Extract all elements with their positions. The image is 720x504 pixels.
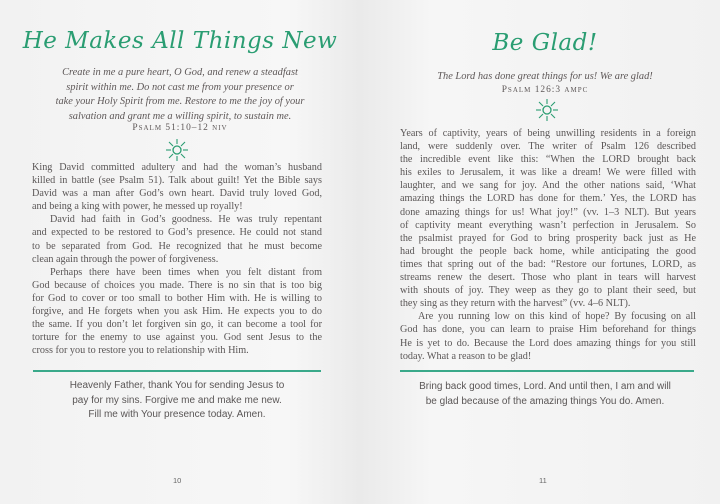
body-line: David was a man after God’s own heart. David truly loved God, [32, 188, 322, 200]
verse-line: Create in me a pure heart, O God, and renew a steadfast [62, 67, 298, 78]
body-line: God because of choices you made. There is no sin that is too big [32, 279, 322, 291]
body-line: David had faith in God’s goodness. He was truly repentant [50, 214, 322, 226]
verse-line: spirit within me. Do not cast me from your presence or [66, 81, 294, 93]
scripture-verse [30, 66, 330, 124]
scripture-reference: Psalm 51:10–12 niv [132, 123, 228, 133]
devotion-body [32, 161, 322, 357]
body-line: and being a king with power, he messed up royally! [32, 201, 243, 213]
body-line: the same. If you don’t let forgiven sin go, it can become a tool for [32, 319, 322, 331]
body-line: of captivity meant everything wasn’t perfection in Jerusalem. So [400, 219, 696, 231]
body-line: Years of captivity, years of being unwilling residents in a foreign [400, 128, 696, 139]
body-line: times that spring out of the bad: “Restore our fortunes, LORD, as [400, 258, 696, 270]
body-line: laughter, and we sang for joy. And the other nations said, ‘What [400, 180, 696, 192]
prayer-line: Bring back good times, Lord. And until then, I am and will [419, 381, 671, 392]
prayer [30, 379, 324, 423]
sun-ornament-icon [166, 139, 188, 161]
verse-line: take your Holy Spirit from me. Restore to me the joy of your [55, 96, 305, 108]
scripture-reference: Psalm 126:3 ampc [501, 85, 589, 95]
body-line: for God to cover or too small to bother Him with. He is willing to [32, 292, 322, 304]
body-line: and expected to be restored to God’s presence. He could not stand [32, 227, 322, 239]
body-line: land, were suddenly over. The writer of Psalm 126 described [400, 141, 696, 153]
body-line: had brought the people back home, while anticipating the good [400, 245, 696, 257]
devotion-body [400, 127, 696, 363]
body-line: amazing things the LORD has done for them.’ Yes, the LORD has [400, 193, 696, 205]
prayer-line: Fill me with Your presence today. Amen. [88, 409, 266, 420]
divider [400, 370, 694, 372]
body-line: cross for you to restore you to relationship with Him. [32, 345, 249, 357]
body-line: streams renew the desert. Those who plant in tears will harvest [400, 272, 696, 284]
prayer [390, 380, 700, 409]
body-line: his exiles to Jerusalem, it was like a dream! We were filled with [400, 167, 696, 179]
body-line: Are you running low on this kind of hope? By focusing on all [418, 311, 696, 323]
body-line: forgive, and He forgets when you ask Him. He expects you to do [32, 306, 322, 318]
devotion-title: He Makes All Things New [22, 28, 338, 54]
scripture-verse [390, 70, 700, 85]
prayer-line: be glad because of the amazing things You do. Amen. [425, 395, 665, 407]
devotion-title: Be Glad! [492, 30, 598, 56]
body-line: the incredible event like this: “When the LORD brought back [400, 154, 696, 166]
verse-line: The Lord has done great things for us! We are glad! [437, 71, 653, 82]
sun-ornament-icon [536, 99, 558, 121]
body-line: He is yet to do. Because the Lord does amazing things for you still [400, 337, 696, 349]
body-line: King David committed adultery and had the woman’s husband [32, 162, 322, 173]
body-line: to be separated from God. He recognized that he must become [32, 240, 322, 252]
page-number: 10 [173, 476, 182, 485]
body-line: the psalmist prayed for God to bring prosperity back just as He [400, 232, 696, 244]
right-page [360, 0, 720, 504]
prayer-line: pay for my sins. Forgive me and make me new. [72, 394, 282, 406]
body-line: killed in battle (see Psalm 51). Talk about guilt! Yet the Bible says [32, 175, 322, 187]
body-line: clean again through the power of forgiveness. [32, 253, 219, 265]
verse-line: salvation and grant me a willing spirit, to sustain me. [68, 110, 292, 122]
page-number: 11 [539, 476, 547, 485]
body-line: torture for the enemy to use against you. God sent Jesus to the [32, 332, 322, 344]
prayer-line: Heavenly Father, thank You for sending Jesus to [69, 380, 285, 391]
divider [33, 370, 321, 372]
body-line: they sing as they return with the harvest” (vv. 4–6 NLT). [400, 298, 631, 310]
body-line: God has done, you can learn to praise Him beforehand for things [400, 324, 696, 336]
body-line: done amazing things for us! What joy!” (vv. 1–3 NLT). But years [400, 206, 696, 218]
body-line: Perhaps there have been times when you felt distant from [50, 266, 322, 278]
body-line: with shouts of joy. They weep as they go to plant their seed, but [400, 285, 696, 297]
body-line: today. What a reason to be glad! [400, 350, 532, 362]
